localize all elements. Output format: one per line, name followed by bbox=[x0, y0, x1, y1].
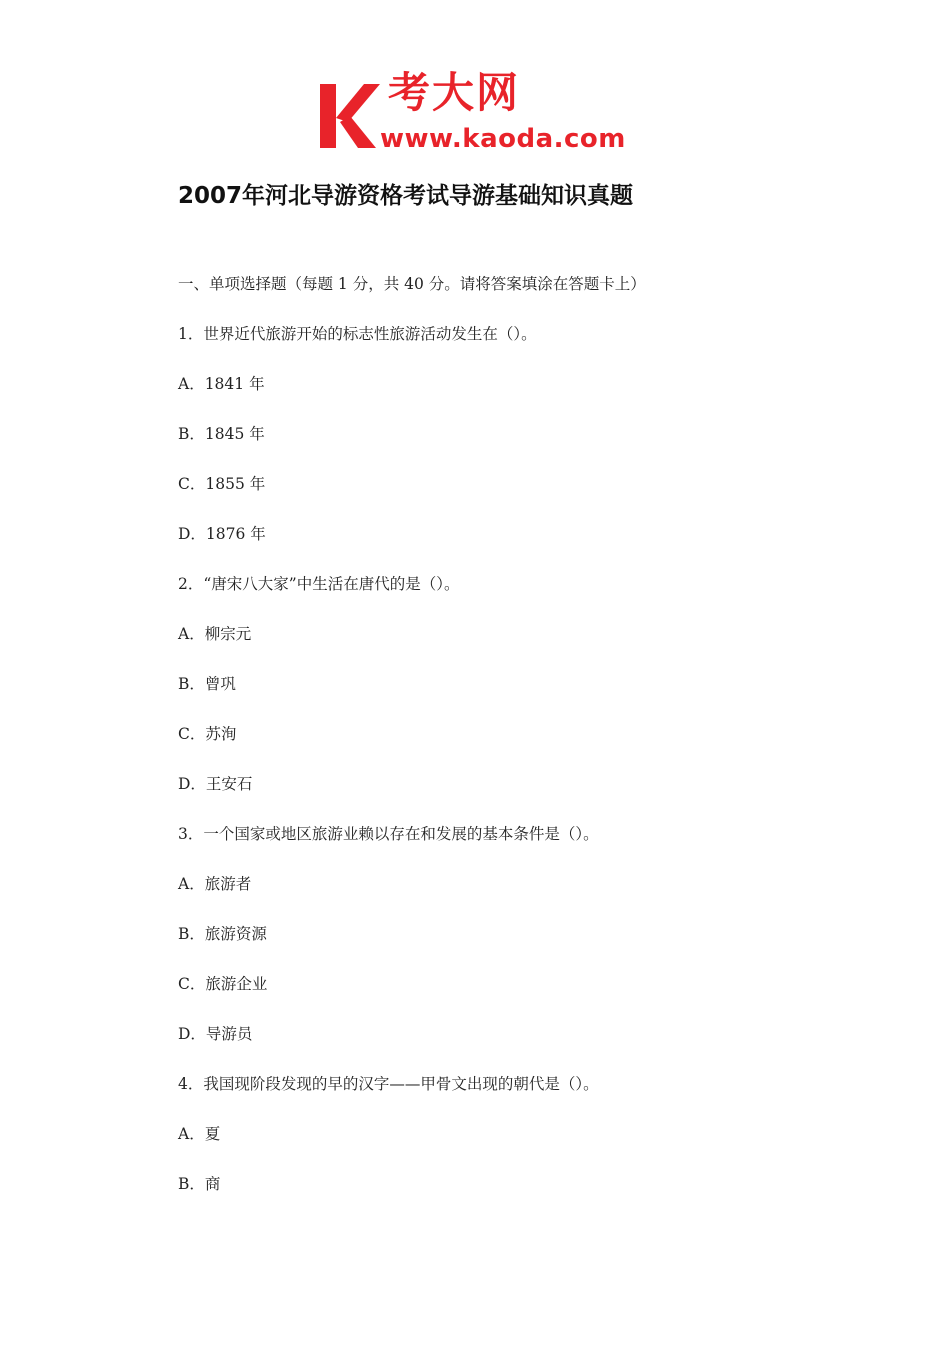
section-heading: 一、单项选择题（每题 1 分，共 40 分。请将答案填涂在答题卡上） bbox=[178, 275, 646, 293]
question-1: 1．世界近代旅游开始的标志性旅游活动发生在（）。 bbox=[178, 325, 537, 343]
k-logo-mark-icon bbox=[318, 82, 380, 150]
logo-chinese-text: 考大网 bbox=[388, 68, 521, 117]
question-3-option-b: B．旅游资源 bbox=[178, 925, 267, 943]
kaoda-logo bbox=[318, 68, 640, 160]
question-3-option-c: C．旅游企业 bbox=[178, 975, 268, 993]
question-3-option-d: D．导游员 bbox=[178, 1025, 253, 1043]
question-2: 2．“唐宋八大家”中生活在唐代的是（）。 bbox=[178, 575, 460, 593]
question-4: 4．我国现阶段发现的早的汉字——甲骨文出现的朝代是（）。 bbox=[178, 1075, 599, 1093]
question-4-option-b: B．商 bbox=[178, 1175, 221, 1193]
question-2-option-c: C．苏洵 bbox=[178, 725, 237, 743]
question-2-option-a: A．柳宗元 bbox=[178, 625, 252, 643]
logo-url-text: www.kaoda.com bbox=[380, 124, 626, 154]
question-4-option-a: A．夏 bbox=[178, 1125, 221, 1143]
question-1-option-a: A．1841 年 bbox=[178, 375, 265, 393]
exam-content bbox=[178, 270, 878, 1220]
document-title: 2007年河北导游资格考试导游基础知识真题 bbox=[178, 183, 634, 209]
question-1-option-d: D．1876 年 bbox=[178, 525, 266, 543]
question-2-option-b: B．曾巩 bbox=[178, 675, 236, 693]
question-3: 3．一个国家或地区旅游业赖以存在和发展的基本条件是（）。 bbox=[178, 825, 599, 843]
question-1-option-b: B．1845 年 bbox=[178, 425, 265, 443]
question-1-option-c: C．1855 年 bbox=[178, 475, 266, 493]
question-3-option-a: A．旅游者 bbox=[178, 875, 252, 893]
question-2-option-d: D．王安石 bbox=[178, 775, 253, 793]
